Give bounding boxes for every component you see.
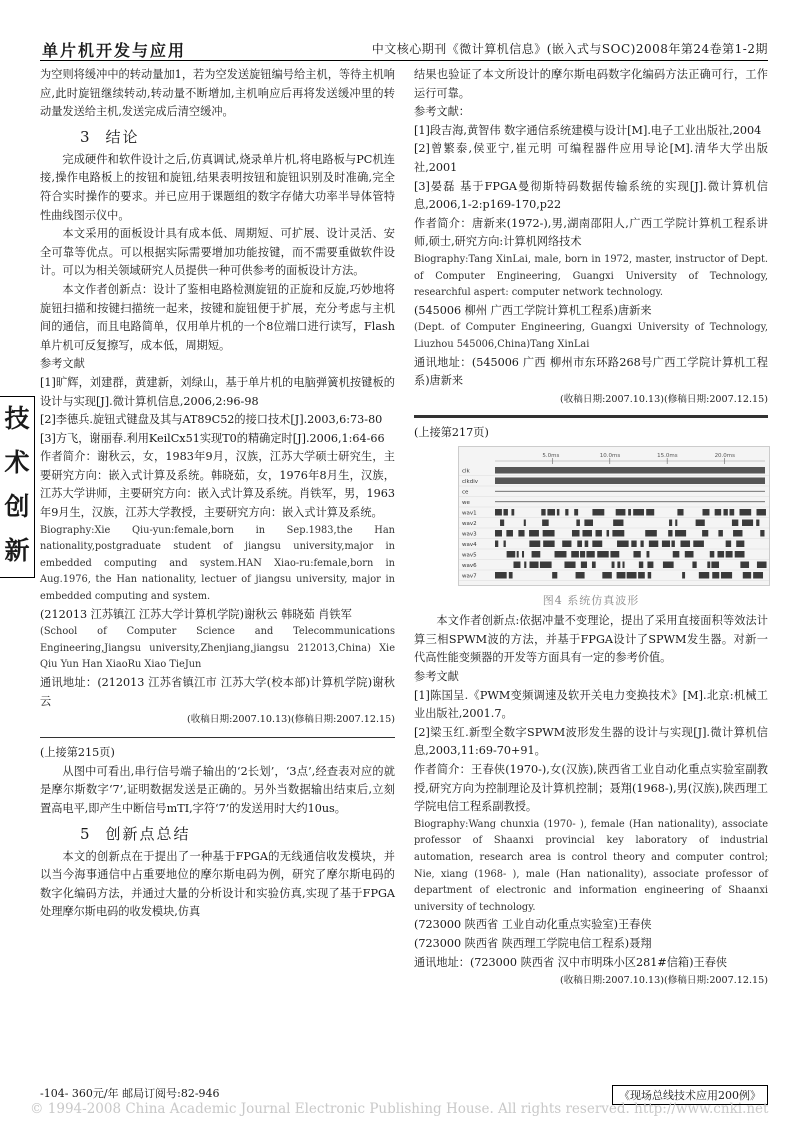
reference-item: [2]梁玉红.新型全数字SPWM波形发生器的设计与实现[J].微计算机信息,2003,11:69-70+91。	[414, 725, 768, 758]
pwm-pulse	[617, 572, 626, 579]
divider	[414, 415, 768, 418]
time-tick-label: 20.0ms	[714, 453, 736, 460]
pwm-pulse	[711, 562, 719, 569]
pwm-pulse	[580, 551, 585, 558]
clock-signal	[495, 467, 765, 474]
pwm-pulse	[730, 509, 735, 516]
pwm-pulse	[522, 551, 524, 558]
pwm-pulse	[507, 551, 516, 558]
mailing-address: 通讯地址：(545006 广西 柳州市东环路268号广西工学院计算机工程系)唐新来	[414, 355, 768, 388]
pwm-pulse	[586, 551, 594, 558]
pwm-pulse	[576, 520, 580, 527]
signal-label: wav6	[462, 563, 477, 570]
pwm-pulse	[647, 551, 650, 558]
section-title: 结论	[105, 127, 140, 146]
pwm-pulse	[547, 509, 555, 516]
pwm-pulse	[723, 509, 727, 516]
pwm-pulse	[532, 551, 541, 558]
signal-label: clkdiv	[462, 479, 479, 486]
pwm-pulse	[740, 562, 749, 569]
address-cn: (545006 柳州 广西工学院计算机工程系)唐新来	[414, 303, 652, 317]
pwm-pulse	[662, 541, 670, 548]
signal-label: ce	[462, 489, 469, 496]
pwm-pulse	[699, 572, 709, 579]
address-cn: (723000 陕西省 工业自动化重点实验室)王春侠	[414, 918, 652, 932]
pwm-pulse	[682, 572, 685, 579]
pwm-pulse	[616, 509, 626, 516]
pwm-pulse	[721, 572, 732, 579]
pwm-pulse	[511, 509, 514, 516]
pwm-pulse	[740, 509, 752, 516]
pwm-pulse	[562, 541, 571, 548]
paragraph: 本文采用的面板设计具有成本低、周期短、可扩展、设计灵活、安全可靠等优点。可以根据实际需要增加功能按键，而不需要重做软件设计。可以为相关领域研究人员提供一种可供参考的面板设计方法。	[40, 227, 395, 278]
pwm-pulse	[685, 551, 694, 558]
address-cn: (723000 陕西省 陕西理工学院电信工程系)聂翔	[414, 936, 652, 950]
pwm-pulse	[509, 572, 513, 579]
pwm-pulse	[696, 520, 705, 527]
pwm-pulse	[680, 541, 690, 548]
pwm-pulse	[529, 541, 540, 548]
pwm-pulse	[646, 509, 654, 516]
time-tick-label: 15.0ms	[657, 453, 678, 460]
pwm-pulse	[757, 562, 767, 569]
signal-label: wav3	[462, 531, 477, 538]
pwm-pulse	[663, 562, 674, 569]
pwm-pulse	[610, 551, 619, 558]
section-number: 3	[80, 127, 92, 146]
pwm-pulse	[649, 541, 658, 548]
pwm-pulse	[703, 509, 710, 516]
pwm-pulse	[640, 541, 643, 548]
figure-caption: 图4 系统仿真波形	[542, 594, 640, 608]
pwm-pulse	[633, 551, 640, 558]
pwm-pulse	[736, 541, 744, 548]
pwm-pulse	[648, 572, 651, 579]
paragraph: 完成硬件和软件设计之后,仿真调试,烧录单片机,将电路板与PC机连接,操作电路板上的按钮和旋钮,结果表明按钮和旋钮识别及时准确,完全符合实时操作的要求。并已应用于课题组的数字存储大功率半导体管特性曲线图示仪中。	[40, 152, 395, 222]
time-tick-label: 5.0ms	[542, 453, 560, 460]
side-tab-char: 技	[4, 404, 30, 433]
signal-label: we	[462, 500, 470, 507]
pwm-pulse	[541, 509, 545, 516]
pwm-pulse	[645, 530, 657, 537]
pwm-pulse	[710, 551, 715, 558]
pwm-pulse	[673, 551, 680, 558]
pwm-pulse	[582, 530, 592, 537]
side-tab-char: 创	[4, 492, 30, 521]
pwm-pulse	[524, 562, 526, 569]
references-label: 参考文献	[40, 357, 85, 371]
received-date: (收稿日期:2007.10.13)(修稿日期:2007.12.15)	[559, 393, 768, 405]
section-title: 创新点总结	[105, 824, 191, 843]
address-cn: (212013 江苏镇江 江苏大学计算机学院)谢秋云 韩晓茹 肖铁军	[40, 607, 352, 621]
author-info: 作者简介：谢秋云，女，1983年9月，汉族，江苏大学硕士研究生，主要研究方向：嵌入式计算及系统。韩晓茹，女，1976年8月生，汉族，江苏大学讲师，主要研究方向：嵌入式计算及系统。肖铁军，男，1963年9月生，汉族，江苏大学教授，主要研究方向：嵌入式计算及系统。	[40, 450, 395, 520]
pwm-pulse	[542, 520, 549, 527]
right-intro: 结果也验证了本文所设计的摩尔斯电码数字化编码方法正确可行，工作运行可靠。	[414, 68, 768, 100]
section-5-heading	[80, 823, 395, 844]
pwm-pulse	[574, 509, 578, 516]
pwm-pulse	[612, 562, 615, 569]
pwm-pulse	[513, 562, 520, 569]
signal-label: wav5	[462, 552, 477, 559]
copyright-watermark: © 1994-2008 China Academic Journal Electronic Publishing House. All rights reserved. http://www.cnki.net	[30, 1101, 769, 1117]
pwm-pulse	[633, 509, 644, 516]
pwm-pulse	[607, 530, 610, 537]
pwm-pulse	[555, 551, 567, 558]
pwm-pulse	[735, 551, 745, 558]
pwm-pulse	[647, 562, 653, 569]
pwm-pulse	[506, 530, 513, 537]
signal-label: wav4	[462, 542, 477, 549]
pwm-pulse	[668, 530, 672, 537]
pwm-pulse	[543, 530, 555, 537]
mailing-address: 通讯地址：(723000 陕西省 汉中市明珠小区281#信箱)王春侠	[414, 955, 728, 969]
reference-item: [2]曾繁泰,侯亚宁,崔元明 可编程器件应用导论[M].清华大学出版社,2001	[414, 142, 768, 174]
pwm-pulse	[592, 562, 596, 569]
signal-label: wav1	[462, 510, 477, 517]
pwm-pulse	[638, 572, 645, 579]
side-tab	[0, 396, 35, 578]
pwm-pulse	[718, 530, 723, 537]
pwm-pulse	[639, 562, 643, 569]
pwm-pulse	[675, 530, 686, 537]
author-biography: Biography:Xie Qiu-yun:female,born in Sep.1983,the Han nationality,postgraduate student of jiangsu university,major in embedded computing and system.HAN Xiao-ru:female,born in Aug.1976, the Han nationality, lectuer of jiangsu university, major in embedded computing and system.	[40, 524, 395, 603]
time-tick-label: 10.0ms	[599, 453, 621, 460]
pwm-pulse	[524, 520, 526, 527]
pwm-pulse	[592, 541, 602, 548]
pwm-pulse	[592, 509, 604, 516]
pwm-pulse	[585, 541, 589, 548]
continued-note: (上接第217页)	[414, 425, 489, 439]
pwm-pulse	[756, 509, 765, 516]
reference-item: [3]方飞，谢丽春.利用KeilCx51实现T0的精确定时[J].2006,1:64-66	[40, 431, 385, 445]
paragraph: 从图中可看出,串行信号端子输出的‘2长划’，‘3点’,经查表对应的就是摩尔斯数字‘7’,证明数据发送是正确的。另外当数据输出结束后,立刻置高电平,即产生中断信号mTI,字符‘7’的发送用时大约10us。	[40, 764, 395, 815]
pwm-pulse	[743, 572, 751, 579]
pwm-pulse	[565, 509, 568, 516]
continued-note: (上接第215页)	[40, 746, 115, 760]
pwm-pulse	[540, 562, 552, 569]
reference-item: [1]旷辉，刘建群，黄建新，刘绿山，基于单片机的电脑弹簧机按键板的设计与实现[J].微计算机信息,2006,2:96-98	[40, 375, 395, 408]
pwm-pulse	[726, 541, 731, 548]
pwm-pulse	[677, 509, 683, 516]
pwm-pulse	[584, 520, 593, 527]
pwm-pulse	[495, 572, 507, 579]
footer-ad: 《现场总线技术应用200例》	[612, 1085, 768, 1105]
address-en: (School of Computer Science and Telecommunications Engineering,Jiangsu university,Zhenjiang,jiangsu 212013,China) Xie Qiu Yun Han XiaoRu Xiao TieJun	[40, 626, 395, 671]
pwm-pulse	[500, 520, 504, 527]
pwm-pulse	[707, 562, 710, 569]
pwm-pulse	[675, 520, 677, 527]
author-info: 作者简介：唐新来(1972-),男,湖南邵阳人,广西工学院计算机工程系讲师,硕士,研究方向:计算机网络技术	[414, 216, 768, 249]
clock-signal	[495, 478, 765, 485]
pwm-pulse	[753, 572, 763, 579]
divider	[40, 737, 395, 738]
author-info: 作者简介：王春侠(1970-),女(汉族),陕西省工业自动化重点实验室副教授,研究方向为控制理论及计算机控制；聂翔(1968-),男(汉族),陕西理工学院电信工程系副教授。	[414, 763, 768, 814]
pwm-pulse	[617, 562, 620, 569]
address-en: (Dept. of Computer Engineering, Guangxi University of Technology, Liuzhou 545006,China)Tang XinLai	[414, 322, 768, 350]
pwm-pulse	[517, 551, 519, 558]
signal-label: wav7	[462, 573, 477, 580]
mailing-address: 通讯地址：(212013 江苏省镇江市 江苏大学(校本部)计算机学院)谢秋云	[40, 676, 395, 708]
side-tab-char: 新	[4, 536, 30, 565]
left-column	[40, 66, 395, 922]
section-3-heading	[80, 126, 395, 147]
pwm-pulse	[495, 509, 502, 516]
reference-item: [3]晏磊 基于FPGA曼彻斯特码数据传输系统的实现[J].微计算机信息,2006,1-2:p169-170,p22	[414, 179, 768, 212]
pwm-pulse	[702, 530, 708, 537]
simulation-waveform-figure	[458, 446, 770, 586]
pwm-pulse	[692, 562, 696, 569]
pwm-pulse	[712, 572, 719, 579]
pwm-pulse	[612, 530, 624, 537]
pwm-pulse	[693, 541, 704, 548]
pwm-pulse	[577, 541, 582, 548]
pwm-pulse	[571, 551, 579, 558]
reference-item: [2]李德兵.旋钮式键盘及其与AT89C52的接口技术[J].2003,6:73-80	[40, 413, 383, 427]
references-label: 参考文献	[414, 670, 459, 684]
pwm-pulse	[495, 530, 502, 537]
pwm-pulse	[742, 520, 753, 527]
pwm-pulse	[715, 509, 722, 516]
right-column	[414, 66, 768, 990]
pwm-pulse	[671, 541, 674, 548]
pwm-pulse	[617, 541, 629, 548]
pwm-pulse	[602, 572, 612, 579]
header-rule	[40, 60, 768, 61]
pwm-pulse	[543, 541, 554, 548]
pwm-pulse	[597, 551, 608, 558]
paragraph: 本文的创新点在于提出了一种基于FPGA的无线通信收发模块，并以当今海事通信中占重要地位的摩尔斯电码为例，研究了摩尔斯电码的数字化编码方法，并通过大量的分析设计和实验仿真,实现了基于FPGA处理摩尔斯电码的收发模块,仿真	[40, 849, 395, 919]
pwm-pulse	[530, 562, 539, 569]
received-date: (收稿日期:2007.10.13)(修稿日期:2007.12.15)	[186, 714, 395, 726]
pwm-pulse	[564, 562, 575, 569]
pwm-pulse	[717, 551, 724, 558]
signal-label: wav2	[462, 521, 477, 528]
paragraph: 本文作者创新点:依据冲量不变理论，提出了采用直接面积等效法计算三相SPWM波的方法，并基于FPGA设计了SPWM发生器。对新一代高性能变频器的开发等方面具有一定的参考价值。	[414, 614, 768, 665]
pwm-pulse	[529, 530, 539, 537]
pwm-pulse	[572, 530, 580, 537]
pwm-pulse	[631, 541, 636, 548]
pwm-pulse	[628, 509, 631, 516]
pwm-pulse	[726, 551, 733, 558]
pwm-pulse	[756, 520, 759, 527]
pwm-pulse	[503, 509, 507, 516]
journal-section: 单片机开发与应用	[42, 41, 187, 60]
pwm-pulse	[552, 572, 557, 579]
author-biography: Biography:Wang chunxia (1970- ), female (Han nationality), associate professor of Shaanxi provincial key laboratory of industrial automation, research area is control theory and computer control; Nie, xiang (1968- ), male (Han nationality), associate professor of department of electronic and information engineering of Shaanxi university of technology.	[414, 818, 768, 913]
pwm-pulse	[557, 509, 560, 516]
left-intro: 为空则将缓冲中的转动量加1，若为空发送旋钮编号给主机，等待主机响应,此时旋钮继续转动,转动量不断增加,主机响应后再将发送缓冲里的转动量发送给主机,发送完成后清空缓冲。	[40, 68, 395, 119]
section-number: 5	[80, 824, 92, 843]
pwm-pulse	[495, 541, 498, 548]
journal-info: 中文核心期刊《微计算机信息》(嵌入式与SOC)2008年第24卷第1-2期	[371, 42, 768, 56]
pwm-pulse	[669, 520, 672, 527]
pwm-pulse	[518, 530, 524, 537]
side-tab-char: 术	[4, 448, 30, 477]
references-label: 参考文献：	[414, 105, 470, 119]
signal-label: clk	[462, 468, 470, 475]
pwm-pulse	[581, 562, 587, 569]
pwm-pulse	[576, 572, 585, 579]
pwm-pulse	[733, 530, 742, 537]
pwm-pulse	[760, 530, 764, 537]
pwm-pulse	[732, 520, 738, 527]
pwm-pulse	[504, 541, 506, 548]
received-date: (收稿日期:2007.10.13)(修稿日期:2007.12.15)	[559, 975, 768, 987]
waveform-image	[459, 447, 769, 585]
pwm-pulse	[595, 530, 601, 537]
author-biography: Biography:Tang XinLai, male, born in 1972, master, instructor of Dept. of Computer Engineering, Guangxi University of Technology, researchful aspert: computer network technology.	[414, 253, 768, 299]
pwm-pulse	[613, 520, 623, 527]
pwm-pulse	[627, 572, 637, 579]
footer-page-info: -104- 360元/年 邮局订阅号:82-946	[40, 1087, 220, 1100]
page-header	[40, 38, 768, 58]
reference-item: [1]陈国呈.《PWM变频调速及软开关电力变换技术》[M].北京:机械工业出版社,2001.7。	[414, 688, 768, 721]
paragraph: 本文作者创新点：设计了鉴相电路检测旋钮的正旋和反旋,巧妙地将旋钮扫描和按键扫描统一起来，按键和旋钮便于扩展，充分考虑与主机间的通信，而且电路简单，仅用单片机的一个8位端口进行读写，Flash单片机可反复擦写，成本低，周期短。	[40, 282, 395, 352]
reference-item: [1]段吉海,黄智伟 数字通信系统建模与设计[M].电子工业出版社,2004	[414, 123, 762, 137]
pwm-pulse	[622, 562, 624, 569]
